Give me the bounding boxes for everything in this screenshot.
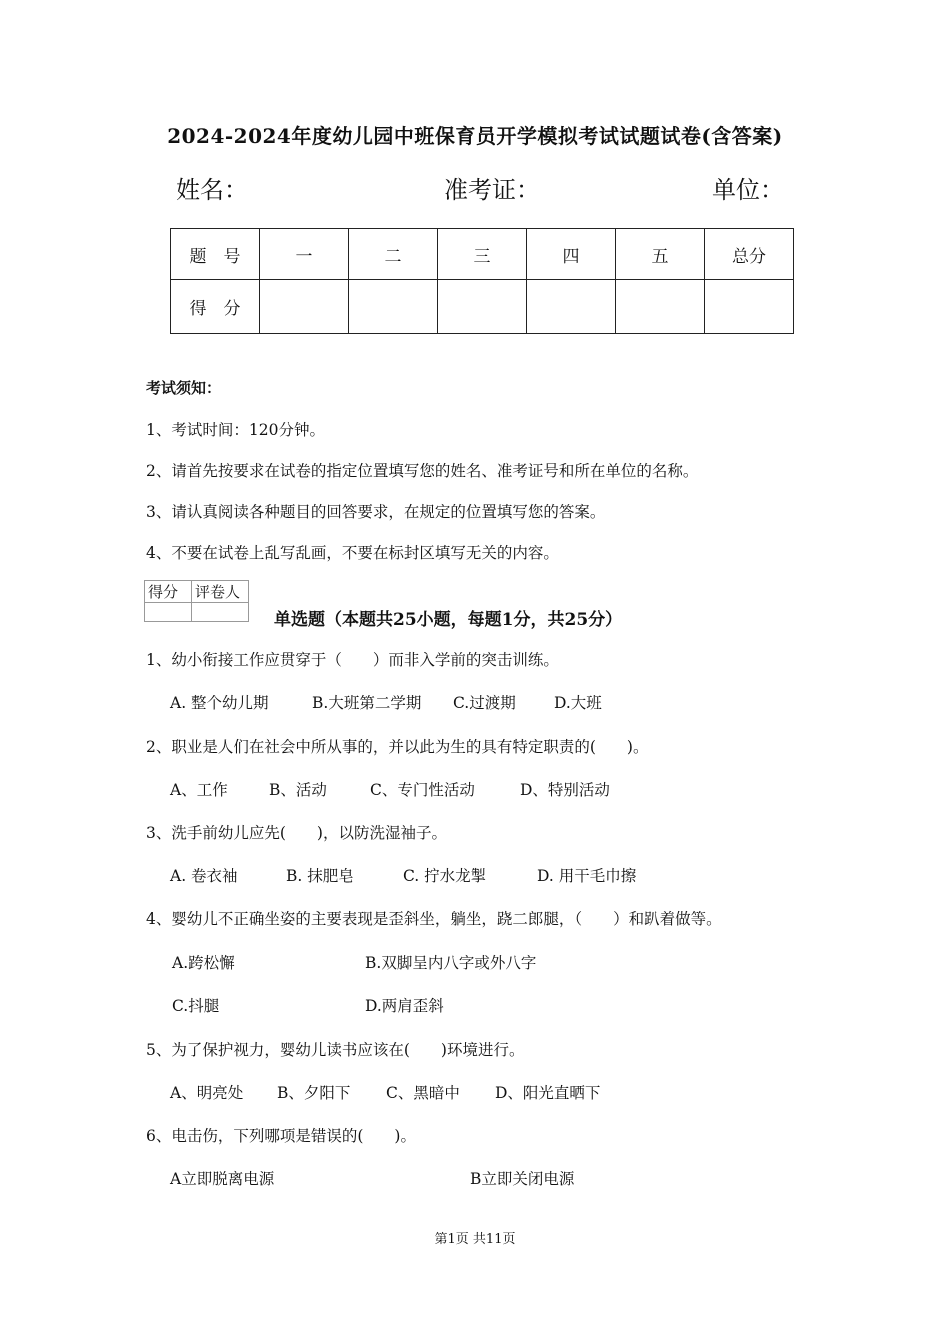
question-option: C.过渡期 <box>453 694 516 712</box>
question-option: A.跨松懈 <box>172 954 235 972</box>
page-footer: 第1页 共11页 <box>434 1232 516 1247</box>
question-option: D.大班 <box>554 694 602 712</box>
question-text: 6、电击伤，下列哪项是错误的( )。 <box>146 1127 416 1145</box>
question-text: 2、职业是人们在社会中所从事的，并以此为生的具有特定职责的( )。 <box>146 738 649 756</box>
score-cell <box>527 280 616 334</box>
question-option: B.双脚呈内八字或外八字 <box>365 954 537 972</box>
grader-score-label: 得分 <box>145 581 192 603</box>
question-text: 5、为了保护视力，婴幼儿读书应该在( )环境进行。 <box>146 1041 525 1059</box>
score-table-score-row <box>171 280 794 334</box>
score-cell <box>260 280 349 334</box>
question-option: D. 用干毛巾擦 <box>537 867 637 885</box>
question-text: 1、幼小衔接工作应贯穿于（ ）而非入学前的突击训练。 <box>146 651 559 669</box>
grader-name-label: 评卷人 <box>192 581 249 603</box>
score-table-header-row <box>171 229 794 280</box>
question-option: A. 卷衣袖 <box>170 867 238 885</box>
question-option: D、阳光直晒下 <box>495 1084 601 1102</box>
question-option: A、明亮处 <box>170 1084 244 1102</box>
notice-item: 3、请认真阅读各种题目的回答要求，在规定的位置填写您的答案。 <box>146 503 606 521</box>
score-header-cell: 一 <box>260 229 349 280</box>
question-option: C. 拧水龙掣 <box>403 867 487 885</box>
grader-box <box>144 580 249 622</box>
section-title: 单选题（本题共25小题，每题1分，共25分） <box>274 610 623 630</box>
notice-item: 2、请首先按要求在试卷的指定位置填写您的姓名、准考证号和所在单位的名称。 <box>146 462 699 480</box>
score-header-cell: 总分 <box>705 229 794 280</box>
question-option: B、活动 <box>269 781 327 799</box>
question-option: B立即关闭电源 <box>470 1170 575 1188</box>
question-text: 4、婴幼儿不正确坐姿的主要表现是歪斜坐，躺坐，跷二郎腿，（ ）和趴着做等。 <box>146 910 722 928</box>
score-header-cell: 四 <box>527 229 616 280</box>
question-option: D、特别活动 <box>520 781 610 799</box>
notice-item: 4、不要在试卷上乱写乱画，不要在标封区填写无关的内容。 <box>146 544 559 562</box>
notice-item: 1、考试时间：120分钟。 <box>146 421 325 439</box>
question-option: B. 抹肥皂 <box>286 867 354 885</box>
question-option: C、黑暗中 <box>386 1084 460 1102</box>
unit-label: 单位： <box>712 176 784 204</box>
question-option: A立即脱离电源 <box>170 1170 275 1188</box>
question-text: 3、洗手前幼儿应先( )，以防洗湿袖子。 <box>146 824 447 842</box>
page-title: 2024-2024年度幼儿园中班保育员开学模拟考试试题试卷(含答案) <box>167 124 783 148</box>
name-label: 姓名： <box>176 176 248 204</box>
question-option: C.抖腿 <box>172 997 220 1015</box>
notice-heading: 考试须知： <box>146 379 222 397</box>
score-cell <box>705 280 794 334</box>
score-table <box>170 228 794 334</box>
score-header-cell: 二 <box>349 229 438 280</box>
question-option: B.大班第二学期 <box>312 694 422 712</box>
question-option: D.两肩歪斜 <box>365 997 444 1015</box>
exam-id-label: 准考证： <box>444 176 540 204</box>
question-option: B、夕阳下 <box>277 1084 351 1102</box>
score-header-cell: 五 <box>616 229 705 280</box>
question-option: C、专门性活动 <box>370 781 475 799</box>
score-header-cell: 三 <box>438 229 527 280</box>
question-option: A、工作 <box>170 781 228 799</box>
grader-score-cell <box>145 603 192 622</box>
grader-name-cell <box>192 603 249 622</box>
question-option: A. 整个幼儿期 <box>170 694 269 712</box>
score-cell <box>349 280 438 334</box>
score-cell <box>616 280 705 334</box>
score-cell <box>438 280 527 334</box>
score-row-label: 得 分 <box>171 280 260 334</box>
score-header-cell: 题 号 <box>171 229 260 280</box>
